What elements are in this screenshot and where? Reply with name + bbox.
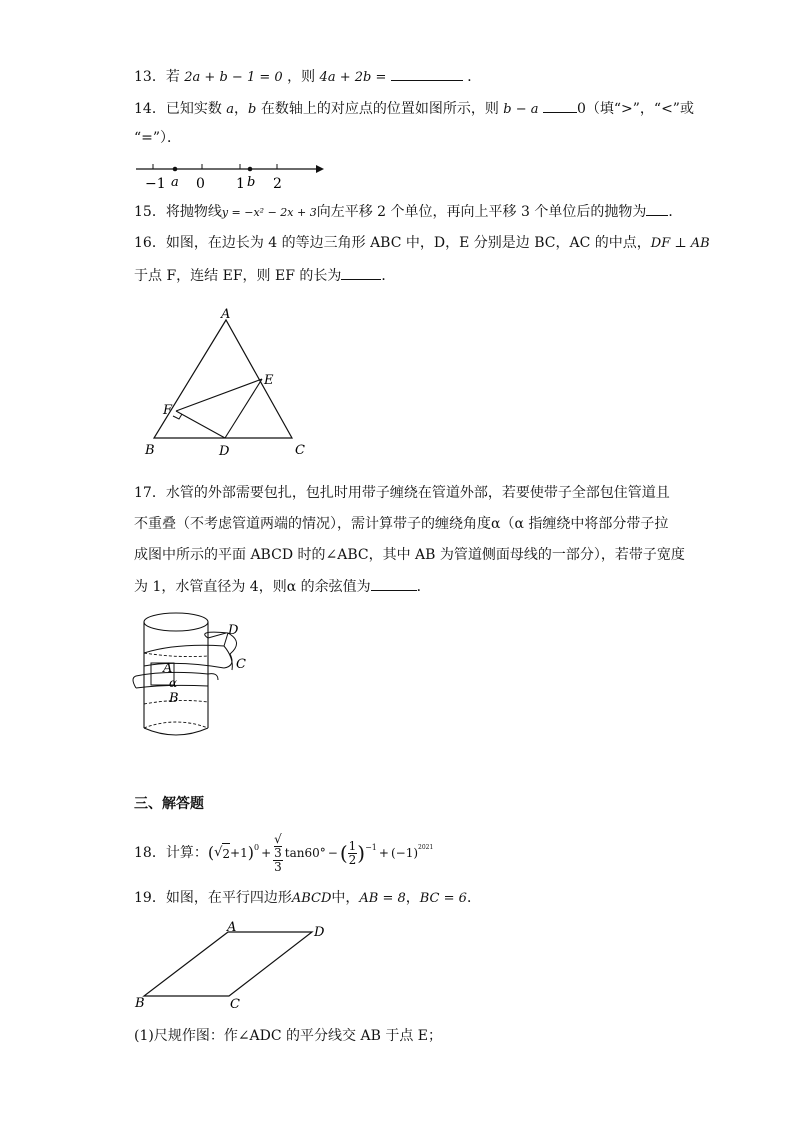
pipe-figure	[126, 608, 266, 743]
question-15: 15．将抛物线y = −x² − 2x + 3向左平移 2 个单位，再向上平移 3 个单位后的抛物为 ．	[134, 201, 682, 223]
answer-blank[interactable]	[341, 265, 381, 280]
pipe-bottom-curve	[144, 728, 208, 735]
band-lower-edge	[144, 663, 224, 668]
tick-label-1: 1	[236, 176, 245, 192]
question-17-line3: 成图中所示的平面 ABCD 时的∠ABC，其中 AB 为管道侧面母线的一部分），若带子宽度	[134, 547, 685, 563]
label-b: B	[169, 691, 179, 706]
band-curl	[208, 674, 218, 680]
label-e: E	[264, 373, 274, 388]
parallelogram-abcd	[144, 932, 312, 996]
answer-blank[interactable]	[543, 98, 577, 113]
equation: 2a + b − 1 = 0	[184, 70, 283, 85]
segment-df	[176, 411, 225, 438]
band-top-edge	[144, 632, 228, 653]
pipe-bottom-hidden	[144, 722, 208, 728]
question-17: 17．水管的外部需要包扎，包扎时用带子缠绕在管道外部，若要使带子全部包住管道且	[134, 485, 670, 501]
segment-fe	[176, 379, 262, 411]
question-16: 16．如图，在边长为 4 的等边三角形 ABC 中，D，E 分别是边 BC，AC 的中点，DF ⊥ AB	[134, 235, 710, 251]
label-c: C	[295, 443, 305, 458]
tick-label-2: 2	[273, 176, 282, 192]
point-a	[173, 167, 178, 172]
point-label-b: b	[247, 175, 256, 190]
answer-blank[interactable]	[391, 66, 463, 81]
question-14-line2: “=”）．	[134, 130, 182, 146]
question-19: 19．如图，在平行四边形ABCD中，AB = 8，BC = 6．	[134, 890, 481, 906]
label-d: D	[219, 444, 230, 459]
question-17-line2: 不重叠（不考虑管道两端的情况），需计算带子的缠绕角度α（α 指缠绕中将部分带子拉	[134, 516, 669, 532]
question-18: 18．计算： ( √ 2 +1 ) $^0$ + √ 3 3 tan60° − ( $\frac{1}{2}$ ) $^{-1}$ + (−1) $^{2021}$	[134, 831, 434, 874]
question-13: 13．若 2a + b − 1 = 0 ，则 4a + 2b = ．	[134, 66, 481, 88]
label-alpha: α	[169, 676, 178, 690]
answer-blank[interactable]	[646, 201, 668, 216]
expression: 4a + 2b =	[319, 70, 387, 85]
answer-blank[interactable]	[371, 576, 417, 591]
section-title: 三、解答题	[134, 796, 204, 812]
label-a: A	[163, 661, 173, 676]
band-hidden-edge	[144, 653, 208, 657]
band-top-link	[208, 633, 226, 638]
label-c: C	[236, 657, 246, 672]
parallelogram-figure	[130, 918, 340, 1013]
label-d: D	[228, 623, 239, 638]
label-f: F	[163, 403, 173, 418]
label-a: A	[221, 307, 231, 322]
label-d: D	[314, 925, 325, 940]
number-line-figure	[130, 158, 330, 192]
triangle-figure	[140, 305, 320, 465]
tick-label-minus1: −1	[145, 176, 166, 192]
question-19-part1: (1)尺规作图：作∠ADC 的平分线交 AB 于点 E；	[134, 1028, 443, 1044]
label-b: B	[135, 996, 145, 1011]
axis-arrow-icon	[316, 165, 324, 173]
label-a: A	[227, 920, 237, 935]
point-label-a: a	[171, 175, 179, 190]
right-angle-mark	[173, 414, 182, 419]
pipe-top-ellipse	[144, 613, 208, 631]
tick-label-0: 0	[196, 176, 205, 192]
segment-de	[225, 379, 262, 438]
question-16-line2: 于点 F，连结 EF，则 EF 的长为 ．	[134, 265, 395, 286]
question-14: 14．已知实数 a，b 在数轴上的对应点的位置如图所示，则 b − a 0（填“>”，“<”或	[134, 98, 694, 120]
point-b	[248, 167, 253, 172]
label-b: B	[145, 443, 155, 458]
label-c: C	[230, 997, 240, 1012]
question-17-line4: 为 1，水管直径为 4，则α 的余弦值为 ．	[134, 576, 431, 597]
